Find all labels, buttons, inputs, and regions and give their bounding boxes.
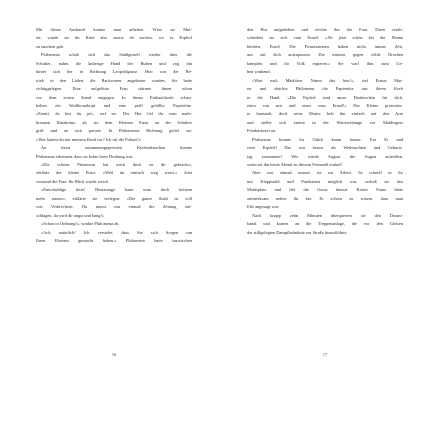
text-line: zwei Kipferl! Das war besser als Weihnachten und Geburts- <box>247 145 403 151</box>
text-line: zu naschen gab. <box>36 43 64 49</box>
text-line: griff und an sich presste. In Philomenas Richtung gefiel sie: <box>36 128 192 134</box>
text-line: kelten ein Weißkrautkopf und eine prall gefüllte Papiertüte. <box>36 102 192 108</box>
text-line: eines von mir und eines vom Ernstl!« Der Kleine protestier- <box>247 102 403 108</box>
text-line: verstand die Frau. Ihr Blick wurde weich. <box>36 178 110 184</box>
text-line: braunen Haarkranz, als sie dem Kleinen Ernst an der Schulter <box>36 119 192 125</box>
right-page <box>247 26 403 426</box>
text-line: ter und drückte Philomena die Papiertüte aus ihrem Korb <box>247 86 403 92</box>
text-line: Philomena erkennen, dass sie keine leere Drohung war. <box>36 153 134 159</box>
text-line: um auf dich aufzupassen. Die müssen gegen wilde Drachen <box>247 52 403 58</box>
text-line: vor dem ersten Stand entgegen. In ihrem Einkaufskorb schau- <box>36 94 192 100</box>
text-line: trieb in den Läden, die Backwaren angeboten wurden. Sie hatte <box>36 77 192 83</box>
text-line: tag zusammen! Wie würde August die Augen aufreißen, <box>247 153 403 159</box>
left-page-number: 16 <box>111 352 117 357</box>
text-line: den Hut aufgehoben und reichte ihn der Frau. Dann verab- <box>247 27 403 32</box>
text-line: te lautstark, doch seine Mutter hob ihn einfach auf den Arm <box>247 111 403 117</box>
text-line: von Verbrechern. Du musst nur einmal die Zeitung auf- <box>36 204 192 210</box>
text-line: »Entschuldige bitte! Heutzutage kann man doch keinem <box>41 187 192 193</box>
text-line: hen winkend. <box>247 69 271 75</box>
text-line: der stillgelegten Dampfbahnlinie zur Straße hinaufführte. <box>247 229 348 235</box>
text-line: kämpfen und ihr Volk regieren.« Sie warf ihm zum Ge- <box>247 60 403 66</box>
text-line: »Was hattest du mit meinem Kind vor? Ich ruf die Polizei!« <box>36 136 141 142</box>
text-line: Eile angesagt war. <box>247 204 280 210</box>
text-line: mit Klappstuhl und Putzkasten möglich war, verließ sie den <box>247 178 403 184</box>
text-line: Feinbäckerei an. <box>247 128 277 134</box>
text-line: Philomena schob sich das Stahlgestell wieder über die <box>41 52 192 58</box>
text-line: hinter sich her in Richtung Leopoldgasse. Hier war der Be- <box>36 69 192 75</box>
text-line: schlagen, da wird dir angst und bang!« <box>36 212 105 218</box>
text-line: erklärte der kleine Ernst. »Weil du einfach weg warst.« Jetzt <box>36 170 192 176</box>
text-line: richtiggelegen. Eine aufgelöste Frau stürmte ihnen schon <box>36 86 192 92</box>
text-line: »Wart mal, Mädchen. Nimm das hier!«, rief Ernsts Mut- <box>252 77 403 83</box>
text-line: Nach knapp zehn Minuten überquerten sie den Donau- <box>252 212 403 218</box>
text-line: »Die schöne Prinzessin hat mich doch zu dir gebracht«, <box>41 162 192 167</box>
text-line: in die Hand. »Die Kipferl sind unser Dankeschön für dich, <box>247 94 403 100</box>
left-page <box>36 26 192 426</box>
text-line: »Schon in Ordnung!«, winkte Philomena ab. <box>41 221 120 227</box>
right-page-number: 17 <box>322 352 328 357</box>
left-page-text <box>36 26 192 245</box>
text-line: und stellte sich erneut in der Warteschlange vor Maidingers <box>247 119 403 125</box>
text-line: »Ernstl, da bist du ja!«, rief sie. Der Hut fiel ihr vom male- <box>36 111 192 117</box>
text-line: ter, würde sie ihr Kind also zuerst da suchen, wo es Kipferl <box>36 35 192 41</box>
text-line: Schulter, nahm die lädierige Hand des Buben und zog ihn <box>36 60 192 66</box>
text-line: wenn sie ihn heute Abend zu diesem Festmahl einlud! <box>247 162 342 167</box>
text-line: aufmerksam neben ihr her. Er schien zu wissen, dass man <box>247 195 403 201</box>
text-line: Philomena konnte ihr Glück kaum fassen. Ein Ei und <box>252 136 403 142</box>
text-line: An ihren zusammengepressten Kiefernknochen konnte <box>41 145 192 151</box>
text-line: Aber erst einmal musste sie zur Arbeit. So schnell es ihr <box>252 170 403 176</box>
text-line: bleiben, Ernst! Die Prinzessinnen haben nicht immer Zeit, <box>247 43 403 49</box>
text-line: mehr trauen«, erklärte sie verlegen. »Die ganze Stadt ist voll <box>36 195 192 201</box>
text-line: Ihren Kleinen gemacht haben.« Philomena hatte inzwischen <box>36 237 192 243</box>
text-line: schiedete sie sich vom Ernstl. »Ab jetzt schön bei der Mama <box>247 35 403 41</box>
text-line: kanal und kamen an die Treppenanlage, die vor den Gleisen <box>247 221 403 227</box>
text-line: »Ach natürlich! Ich verstehe, dass Sie sich Sorgen um <box>41 229 192 235</box>
text-line: Marktplatz und lief die Gasse hinauf. Kaiser Franz hätte <box>247 187 403 193</box>
right-page-text <box>247 26 403 237</box>
text-line: Mit dieser Auskunft konnte man arbeiten. Wäre sie Mut- <box>36 27 192 32</box>
